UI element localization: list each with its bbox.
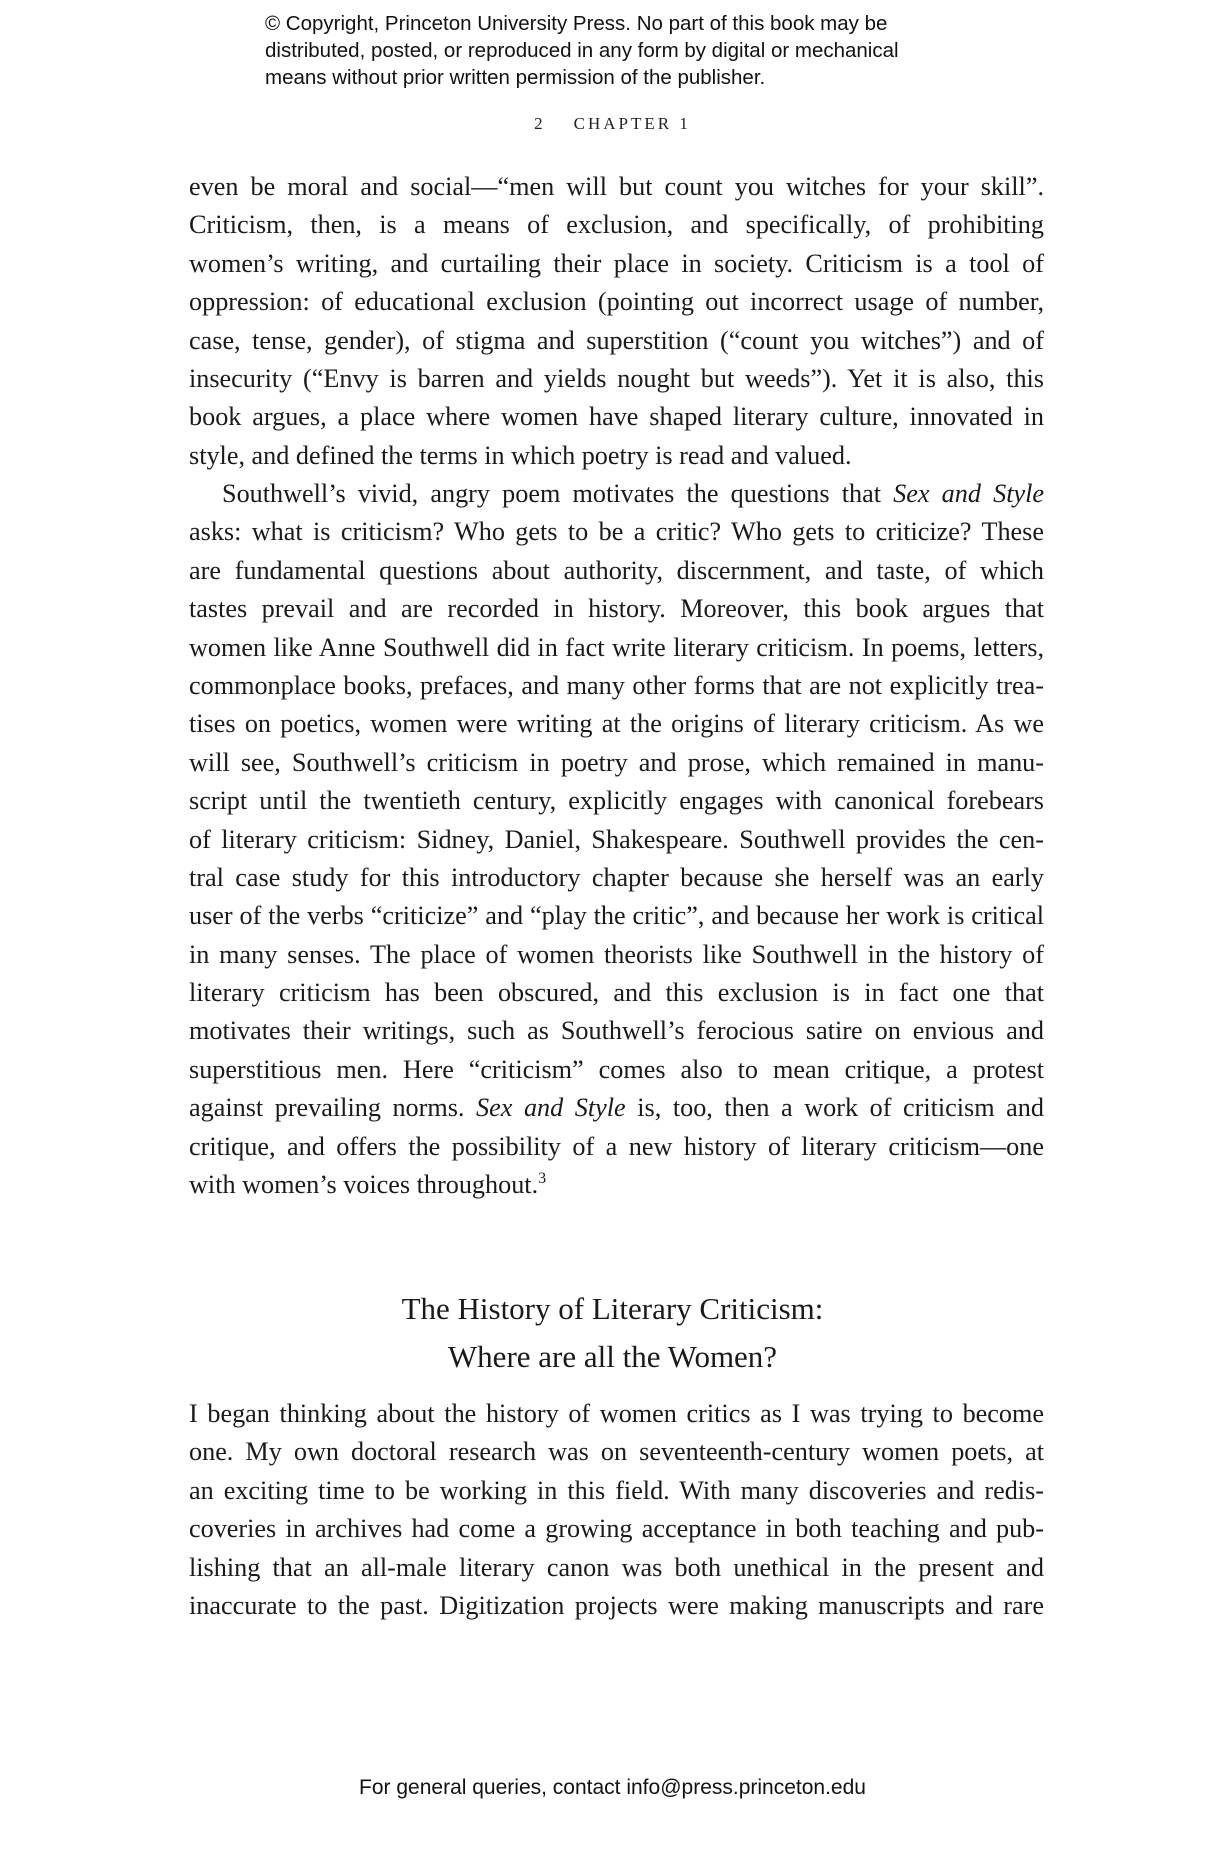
text-line: an exciting time to be working in this field. With many discoveries and redis- [189, 1475, 1044, 1505]
text-line: are fundamental questions about authority, discernment, and taste, of which [189, 555, 1044, 585]
text-line: script until the twentieth century, explicitly engages with canonical forebears [189, 786, 1044, 816]
section-heading-line: Where are all the Women? [447, 1339, 778, 1374]
text-line: style, and defined the terms in which poetry is read and valued. [189, 440, 852, 470]
paragraph-1 [189, 168, 1044, 475]
text-line: I began thinking about the history of women critics as I was trying to become [189, 1399, 1044, 1428]
section-heading [0, 1285, 1225, 1381]
text-line: will see, Southwell’s criticism in poetry and prose, which remained in manu- [189, 747, 1044, 777]
paragraph-2 [189, 475, 1044, 1204]
text-line: tises on poetics, women were writing at the origins of literary criticism. As we [189, 709, 1044, 739]
text-line: user of the verbs “criticize” and “play the critic”, and because her work is critical [189, 901, 1044, 931]
text-run: with women’s voices throughout. [189, 1170, 539, 1200]
copyright-line: means without prior written permission of the publisher. [265, 66, 766, 89]
text-line: one. My own doctoral research was on seventeenth-century women poets, at [189, 1437, 1044, 1467]
text-line: motivates their writings, such as Southwell’s ferocious satire on envious and [189, 1016, 1044, 1046]
section-heading-line: The History of Literary Criticism: [401, 1291, 824, 1326]
text-line: women’s writing, and curtailing their place in society. Criticism is a tool of [189, 248, 1044, 278]
text-line: coveries in archives had come a growing acceptance in both teaching and pub- [189, 1514, 1044, 1544]
text-line: insecurity (“Envy is barren and yields nought but weeds”). Yet it is also, this [189, 363, 1044, 393]
running-head [0, 114, 1225, 134]
book-title: Sex and Style [476, 1093, 626, 1123]
text-line: oppression: of educational exclusion (pointing out incorrect usage of number, [189, 287, 1044, 317]
copyright-line: distributed, posted, or reproduced in any form by digital or mechanical [265, 39, 899, 62]
text-line: commonplace books, prefaces, and many other forms that are not explicitly trea- [189, 670, 1044, 700]
copyright-notice [265, 10, 985, 91]
text-run: against prevailing norms. [189, 1093, 477, 1123]
text-line: literary criticism has been obscured, and this exclusion is in fact one that [189, 978, 1044, 1008]
text-line: lishing that an all-male literary canon was both unethical in the present and [189, 1552, 1044, 1582]
text-line: tral case study for this introductory chapter because she herself was an early [189, 862, 1044, 892]
text-line: asks: what is criticism? Who gets to be a critic? Who gets to criticize? These [189, 517, 1044, 547]
text-line: superstitious men. Here “criticism” comes also to mean critique, a protest [189, 1054, 1044, 1084]
text-line: case, tense, gender), of stigma and superstition (“count you witches”) and of [189, 325, 1044, 355]
book-title: Sex and Style [893, 479, 1045, 508]
text-line [189, 475, 1044, 513]
text-line: critique, and offers the possibility of a new history of literary criticism—one [189, 1131, 1044, 1161]
text-line: inaccurate to the past. Digitization projects were making manuscripts and rare [189, 1590, 1044, 1620]
paragraph-3 [189, 1395, 1044, 1625]
text-line: women like Anne Southwell did in fact write literary criticism. In poems, letters, [189, 632, 1044, 662]
text-line: in many senses. The place of women theorists like Southwell in the history of [189, 939, 1044, 969]
page-number: 2 [534, 114, 546, 133]
text-line [189, 1089, 1044, 1127]
text-run: Southwell’s vivid, angry poem motivates the questions that [222, 479, 894, 508]
text-line: Criticism, then, is a means of exclusion, and specifically, of prohibiting [189, 210, 1044, 240]
text-line: book argues, a place where women have shaped literary culture, innovated in [189, 402, 1044, 432]
footer-contact: For general queries, contact info@press.princeton.edu [359, 1776, 866, 1799]
text-run: is, too, then a work of criticism and [625, 1093, 1044, 1123]
chapter-label: CHAPTER 1 [573, 114, 691, 133]
text-line: even be moral and social—“men will but count you witches for your skill”. [189, 172, 1044, 201]
text-line: tastes prevail and are recorded in history. Moreover, this book argues that [189, 594, 1044, 624]
copyright-line: © Copyright, Princeton University Press. No part of this book may be [265, 12, 888, 35]
text-line: of literary criticism: Sidney, Daniel, Shakespeare. Southwell provides the cen- [189, 824, 1044, 854]
footnote-marker: 3 [538, 1170, 547, 1188]
text-line [189, 1166, 1044, 1204]
